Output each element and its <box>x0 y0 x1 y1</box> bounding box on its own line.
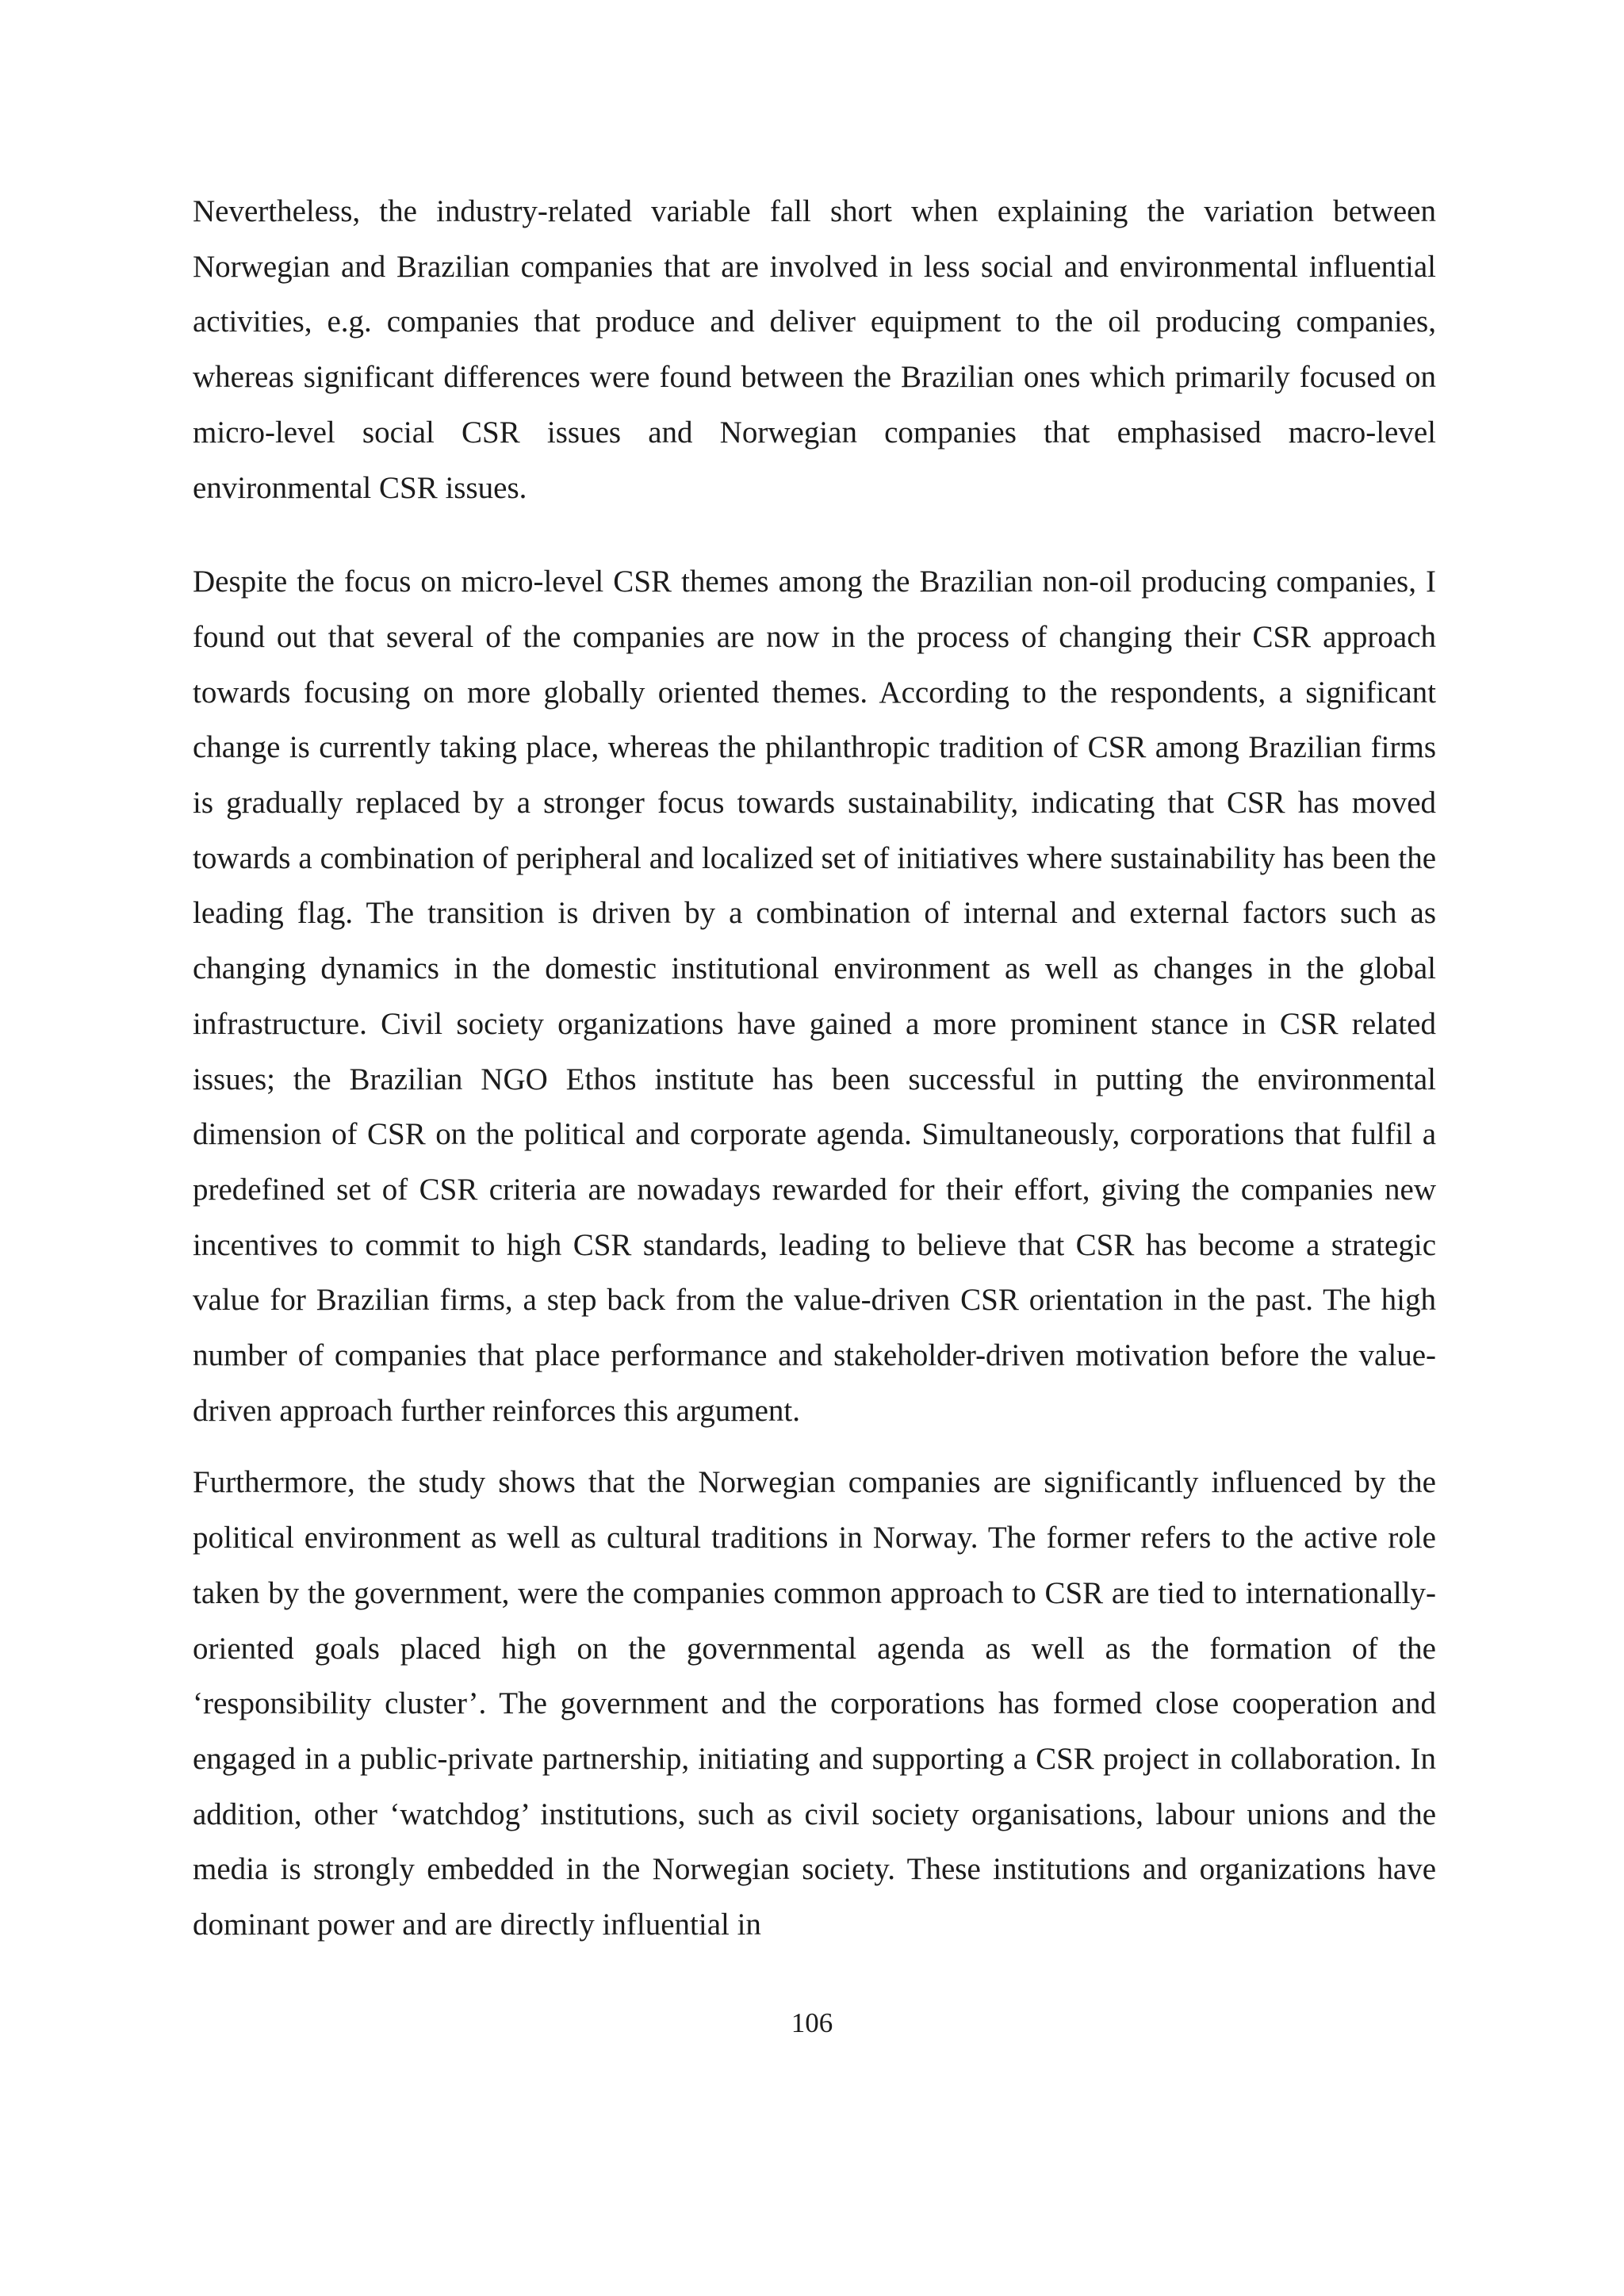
page-number: 106 <box>791 2007 833 2038</box>
paragraph-2: Despite the focus on micro-level CSR themes among the Brazilian non-oil producing companies, I found out that several of the companies are now in the process of changing their CSR approach towards focusing on more globally oriented themes. According to the respondents, a significant change is currently taking place, whereas the philanthropic tradition of CSR among Brazilian firms is gradually replaced by a stronger focus towards sustainability, indicating that CSR has moved towards a combination of peripheral and localized set of initiatives where sustainability has been the leading flag. The transition is driven by a combination of internal and external factors such as changing dynamics in the domestic institutional environment as well as changes in the global infrastructure. Civil society organizations have gained a more prominent stance in CSR related issues; the Brazilian NGO Ethos institute has been successful in putting the environmental dimension of CSR on the political and corporate agenda. Simultaneously, corporations that fulfil a predefined set of CSR criteria are nowadays rewarded for their effort, giving the companies new incentives to commit to high CSR standards, leading to believe that CSR has become a strategic value for Brazilian firms, a step back from the value-driven CSR orientation in the past. The high number of companies that place performance and stakeholder-driven motivation before the value-driven approach further reinforces this argument. <box>193 564 1436 1428</box>
body-text <box>193 184 1436 1953</box>
paragraph-1: Nevertheless, the industry-related variable fall short when explaining the variation between Norwegian and Brazilian companies that are involved in less social and environmental influential activities, e.g. companies that produce and deliver equipment to the oil producing companies, whereas significant differences were found between the Brazilian ones which primarily focused on micro-level social CSR issues and Norwegian companies that emphasised macro-level environmental CSR issues. <box>193 194 1436 505</box>
paragraph-3: Furthermore, the study shows that the Norwegian companies are significantly influenced by the political environment as well as cultural traditions in Norway. The former refers to the active role taken by the government, were the companies common approach to CSR are tied to internationally-oriented goals placed high on the governmental agenda as well as the formation of the ‘responsibility cluster’. The government and the corporations has formed close cooperation and engaged in a public-private partnership, initiating and supporting a CSR project in collaboration. In addition, other ‘watchdog’ institutions, such as civil society organisations, labour unions and the media is strongly embedded in the Norwegian society. These institutions and organizations have dominant power and are directly influential in <box>193 1465 1436 1942</box>
